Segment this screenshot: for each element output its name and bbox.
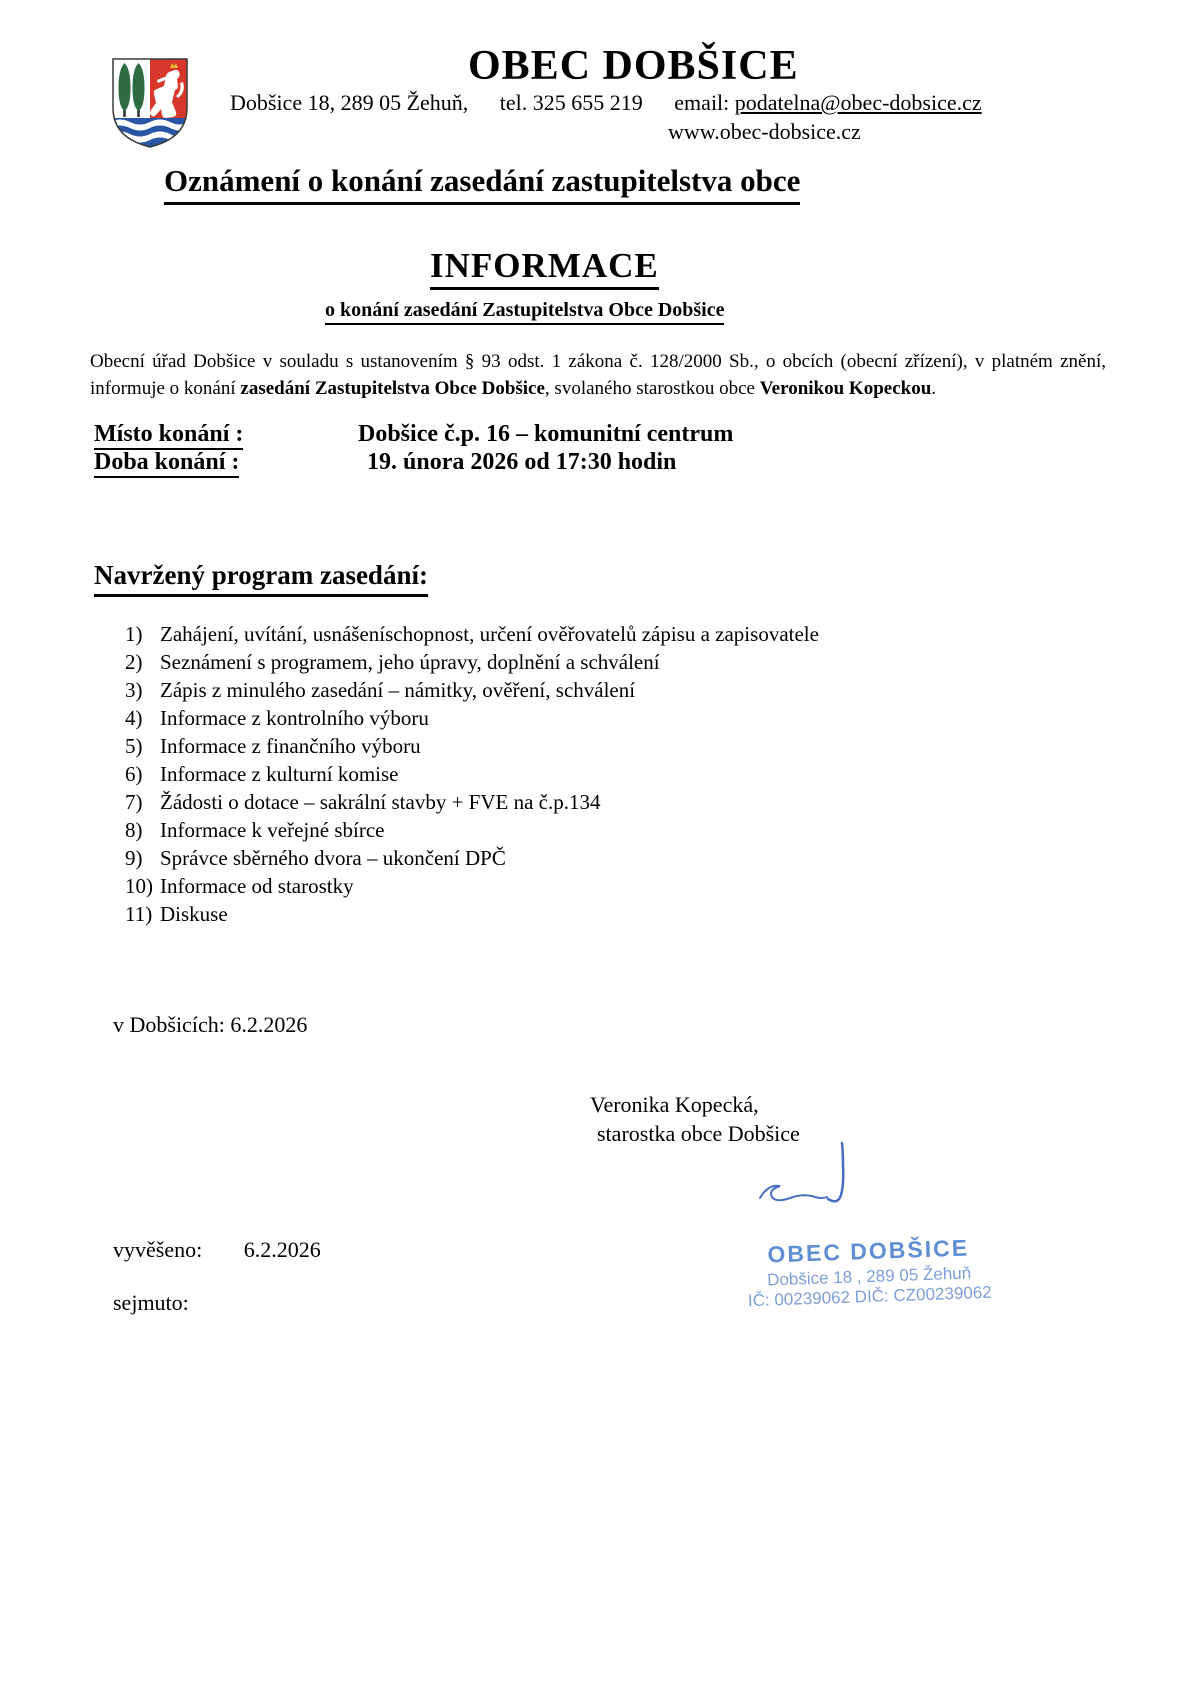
item-text: Informace k veřejné sbírce <box>160 818 385 842</box>
item-text: Informace od starostky <box>160 874 354 898</box>
item-number: 2) <box>125 650 143 674</box>
item-number: 5) <box>125 734 143 758</box>
stamp-org-name: OBEC DOBŠICE <box>767 1234 970 1268</box>
intro-paragraph <box>90 348 1106 402</box>
header-contact-line <box>230 90 982 116</box>
email-link[interactable]: podatelna@obec-dobsice.cz <box>734 90 982 115</box>
item-text: Seznámení s programem, jeho úpravy, doplnění a schválení <box>160 650 660 674</box>
item-text: Informace z kontrolního výboru <box>160 706 429 730</box>
item-text: Správce sběrného dvora – ukončení DPČ <box>160 846 506 870</box>
posted-line <box>113 1237 321 1263</box>
item-number: 6) <box>125 762 143 786</box>
item-text: Informace z finančního výboru <box>160 734 421 758</box>
removed-line: sejmuto: <box>113 1290 189 1315</box>
stamp-ids: IČ: 00239062 DIČ: CZ00239062 <box>747 1282 993 1311</box>
intro-text-1: Obecní úřad Dobšice v souladu s ustanovením § 93 odst. 1 zákona č. 128/2000 Sb., o obcích (obecní zřízení), v platném znění, informuje o konání <box>90 351 1106 399</box>
signatory-role: starostka obce Dobšice <box>597 1121 800 1146</box>
place-value: Dobšice č.p. 16 – komunitní centrum <box>358 421 734 447</box>
time-label: Doba konání : <box>94 448 358 476</box>
item-text: Zápis z minulého zasedání – námitky, ověření, schválení <box>160 678 636 702</box>
item-text: Diskuse <box>160 902 228 926</box>
info-subheading: o konání zasedání Zastupitelstva Obce Dobšice <box>325 299 724 325</box>
signature-icon <box>742 1136 872 1236</box>
program-item-6 <box>125 760 819 788</box>
posted-label: vyvěšeno: <box>113 1237 203 1262</box>
rubber-stamp <box>743 1234 995 1312</box>
program-item-1 <box>125 620 819 648</box>
program-heading: Navržený program zasedání: <box>94 560 428 597</box>
time-value: 19. února 2026 od 17:30 hodin <box>367 449 677 475</box>
program-item-7 <box>125 788 819 816</box>
item-number: 4) <box>125 706 143 730</box>
item-number: 10) <box>125 874 153 898</box>
place-date-line: v Dobšicích: 6.2.2026 <box>113 1012 308 1037</box>
item-text: Žádosti o dotace – sakrální stavby + FVE na č.p.134 <box>160 790 601 814</box>
item-text: Zahájení, uvítání, usnášeníschopnost, určení ověřovatelů zápisu a zapisovatele <box>160 622 819 646</box>
email-label: email: <box>674 90 730 115</box>
item-number: 11) <box>125 902 153 926</box>
intro-text-3: . <box>931 378 937 399</box>
program-item-5 <box>125 732 819 760</box>
program-item-2 <box>125 648 819 676</box>
program-item-4 <box>125 704 819 732</box>
document-title: Oznámení o konání zasedání zastupitelstva obce <box>164 163 800 205</box>
program-item-3 <box>125 676 819 704</box>
org-name: OBEC DOBŠICE <box>468 43 799 89</box>
posted-date: 6.2.2026 <box>243 1237 321 1262</box>
intro-bold-2: Veronikou Kopeckou <box>759 378 932 399</box>
meeting-place-row <box>94 420 733 448</box>
info-heading: INFORMACE <box>430 246 659 290</box>
item-number: 8) <box>125 818 143 842</box>
intro-bold-1: zasedání Zastupitelstva Obce Dobšice <box>240 378 545 399</box>
place-label: Místo konání : <box>94 420 358 448</box>
intro-text-2: , svolaného starostkou obce <box>544 378 760 399</box>
item-number: 3) <box>125 678 143 702</box>
meeting-details <box>94 420 733 476</box>
org-address: Dobšice 18, 289 05 Žehuň, <box>230 90 469 115</box>
program-item-9 <box>125 844 819 872</box>
item-number: 7) <box>125 790 143 814</box>
program-item-8 <box>125 816 819 844</box>
program-item-11 <box>125 900 819 928</box>
program-list <box>125 620 819 928</box>
coat-of-arms-icon <box>110 56 190 150</box>
item-number: 9) <box>125 846 143 870</box>
org-phone: tel. 325 655 219 <box>499 90 643 115</box>
signatory-name: Veronika Kopecká, <box>590 1092 759 1117</box>
org-email-segment <box>674 90 981 115</box>
org-website: www.obec-dobsice.cz <box>668 119 861 144</box>
stamp-address: Dobšice 18 , 289 05 Žehuň <box>766 1263 972 1290</box>
item-number: 1) <box>125 622 143 646</box>
meeting-time-row <box>94 448 733 476</box>
item-text: Informace z kulturní komise <box>160 762 399 786</box>
program-item-10 <box>125 872 819 900</box>
